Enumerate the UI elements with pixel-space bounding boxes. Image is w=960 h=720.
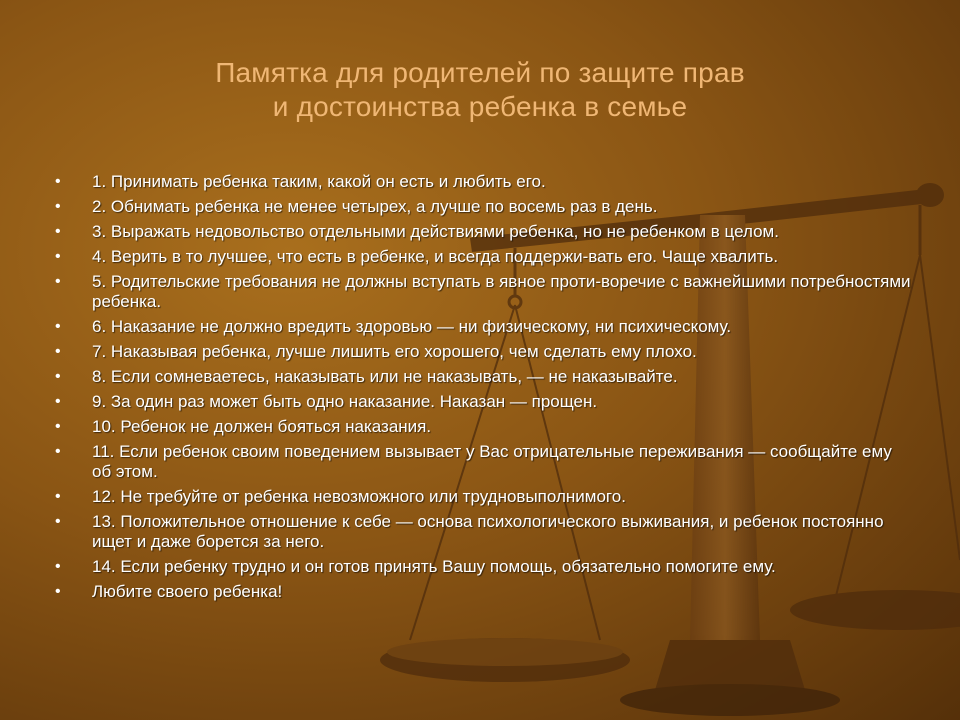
list-item-text: 13. Положительное отношение к себе — основа психологического выживания, и ребенок постоянно ищет и даже борется за него. <box>92 512 884 551</box>
list-item <box>55 272 915 312</box>
list-item-text: 3. Выражать недовольство отдельными действиями ребенка, но не ребенком в целом. <box>92 222 779 241</box>
bullet-icon: • <box>55 583 61 600</box>
title-line-2: и достоинства ребенка в семье <box>272 91 688 122</box>
list-item <box>55 367 915 387</box>
list-item <box>55 247 915 267</box>
list-item <box>55 222 915 242</box>
bullet-icon: • <box>55 393 61 410</box>
bullet-icon: • <box>55 368 61 385</box>
memo-list <box>55 172 915 607</box>
bullet-icon: • <box>55 443 61 460</box>
list-item-text: 5. Родительские требования не должны вступать в явное проти-воречие с важнейшими потребностями ребенка. <box>92 272 911 311</box>
bullet-icon: • <box>55 513 61 530</box>
list-item <box>55 392 915 412</box>
list-item-text: 4. Верить в то лучшее, что есть в ребенке, и всегда поддержи-вать его. Чаще хвалить. <box>92 247 779 266</box>
list-item-text: 1. Принимать ребенка таким, какой он есть и любить его. <box>92 172 546 191</box>
list-item-text: 6. Наказание не должно вредить здоровью — ни физическому, ни психическому. <box>92 317 732 336</box>
bullet-icon: • <box>55 198 61 215</box>
bullet-icon: • <box>55 273 61 290</box>
list-item <box>55 582 915 602</box>
list-item <box>55 442 915 482</box>
list-item-text: 8. Если сомневаетесь, наказывать или не наказывать, — не наказывайте. <box>92 367 678 386</box>
title-line-1: Памятка для родителей по защите прав <box>215 57 745 88</box>
bullet-icon: • <box>55 418 61 435</box>
bullet-icon: • <box>55 223 61 240</box>
bullet-icon: • <box>55 173 61 190</box>
bullet-icon: • <box>55 558 61 575</box>
list-item-text: 2. Обнимать ребенка не менее четырех, а лучше по восемь раз в день. <box>92 197 658 216</box>
list-item-text: 11. Если ребенок своим поведением вызывает у Вас отрицательные переживания — сообщайте ему об этом. <box>92 442 892 481</box>
list-item-text: 12. Не требуйте от ребенка невозможного или трудновыполнимого. <box>92 487 626 506</box>
bullet-icon: • <box>55 248 61 265</box>
list-item <box>55 557 915 577</box>
page-title <box>80 56 880 124</box>
list-item <box>55 317 915 337</box>
list-item-text: Любите своего ребенка! <box>92 582 283 601</box>
list-item <box>55 197 915 217</box>
list-item <box>55 342 915 362</box>
list-item-text: 10. Ребенок не должен бояться наказания. <box>92 417 432 436</box>
list-item-text: 9. За один раз может быть одно наказание. Наказан — прощен. <box>92 392 598 411</box>
list-item-text: 7. Наказывая ребенка, лучше лишить его хорошего, чем сделать ему плохо. <box>92 342 697 361</box>
list-item <box>55 487 915 507</box>
bullet-icon: • <box>55 343 61 360</box>
bullet-icon: • <box>55 488 61 505</box>
bullet-icon: • <box>55 318 61 335</box>
list-item <box>55 512 915 552</box>
list-item <box>55 172 915 192</box>
list-item <box>55 417 915 437</box>
list-item-text: 14. Если ребенку трудно и он готов принять Вашу помощь, обязательно помогите ему. <box>92 557 776 576</box>
